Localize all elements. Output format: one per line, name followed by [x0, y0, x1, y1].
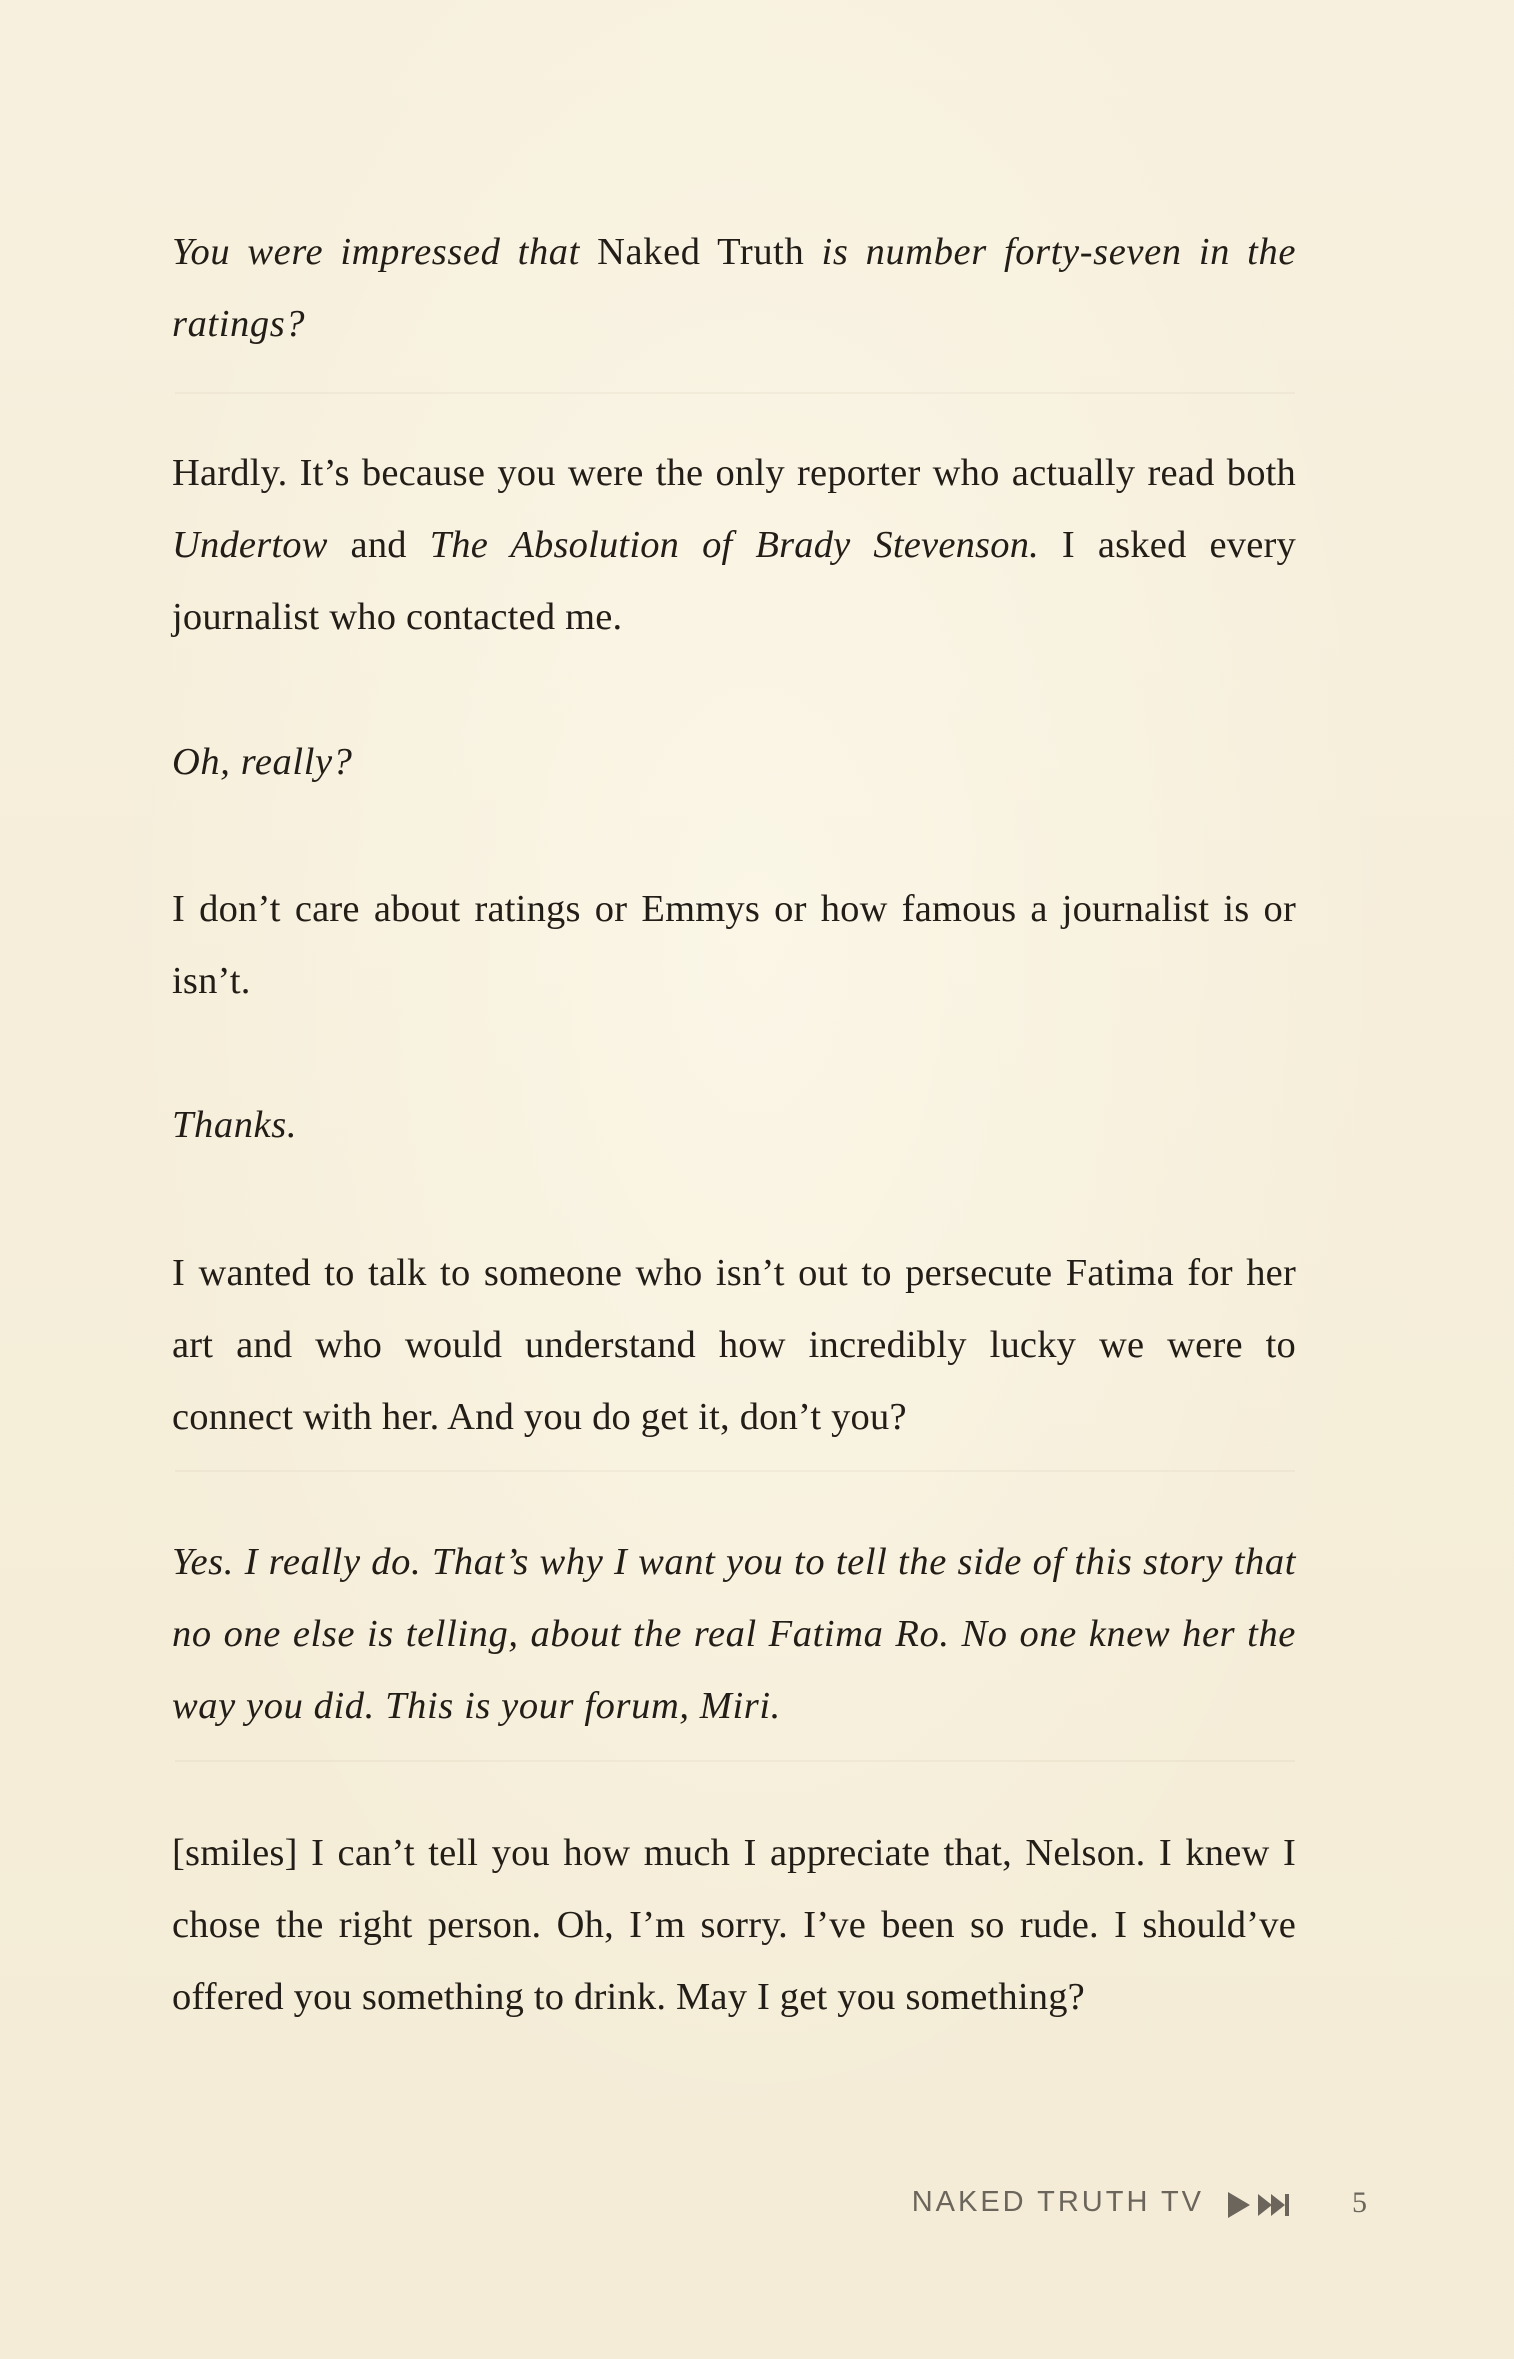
answer-text: Hardly. It’s because you were the only reporter who actually read both: [172, 452, 1296, 494]
answer-text: [smiles] I can’t tell you how much I appreciate that, Nelson. I knew I chose the right person. Oh, I’m sorry. I’ve been so rude. I should’ve offered you something to drink. May I get you something?: [172, 1832, 1296, 2018]
play-icon: [1228, 2192, 1250, 2218]
show-through-line: [175, 1760, 1295, 1762]
question-text: is number forty-seven in the ratings?: [172, 231, 1297, 345]
interview-question: [172, 726, 1296, 798]
show-title: Naked Truth: [597, 231, 805, 273]
question-text: You were impressed that: [172, 231, 598, 273]
interview-question: [172, 1089, 1296, 1161]
interview-question: [172, 1526, 1296, 1742]
book-title: The Absolution of Brady Stevenson.: [429, 524, 1039, 566]
answer-text: I asked every journalist who contacted me.: [172, 524, 1296, 638]
interview-answer: [172, 1817, 1296, 2033]
book-title: Undertow: [172, 524, 328, 566]
interview-answer: [172, 437, 1296, 653]
question-text: Thanks.: [172, 1104, 298, 1146]
interview-answer: [172, 873, 1296, 1017]
show-through-line: [175, 1470, 1295, 1472]
fast-forward-icon: [1258, 2194, 1289, 2216]
question-text: Yes. I really do. That’s why I want you to tell the side of this story that no one else is telling, about the real Fatima Ro. No one knew her the way you did. This is your forum, Miri.: [172, 1541, 1296, 1727]
interview-answer: [172, 1237, 1296, 1453]
page-footer: [0, 2180, 1514, 2230]
page-number: 5: [1352, 2186, 1367, 2219]
running-footer-brand: NAKED TRUTH TV: [911, 2186, 1204, 2218]
show-through-line: [175, 392, 1295, 394]
answer-text: I wanted to talk to someone who isn’t out to persecute Fatima for her art and who would understand how incredibly lucky we were to connect with her. And you do get it, don’t you?: [172, 1252, 1296, 1438]
question-text: Oh, really?: [172, 741, 353, 783]
answer-text: and: [327, 524, 430, 566]
interview-question: [172, 216, 1296, 360]
answer-text: I don’t care about ratings or Emmys or how famous a journalist is or isn’t.: [172, 888, 1296, 1002]
playback-icons: [1226, 2188, 1296, 2222]
